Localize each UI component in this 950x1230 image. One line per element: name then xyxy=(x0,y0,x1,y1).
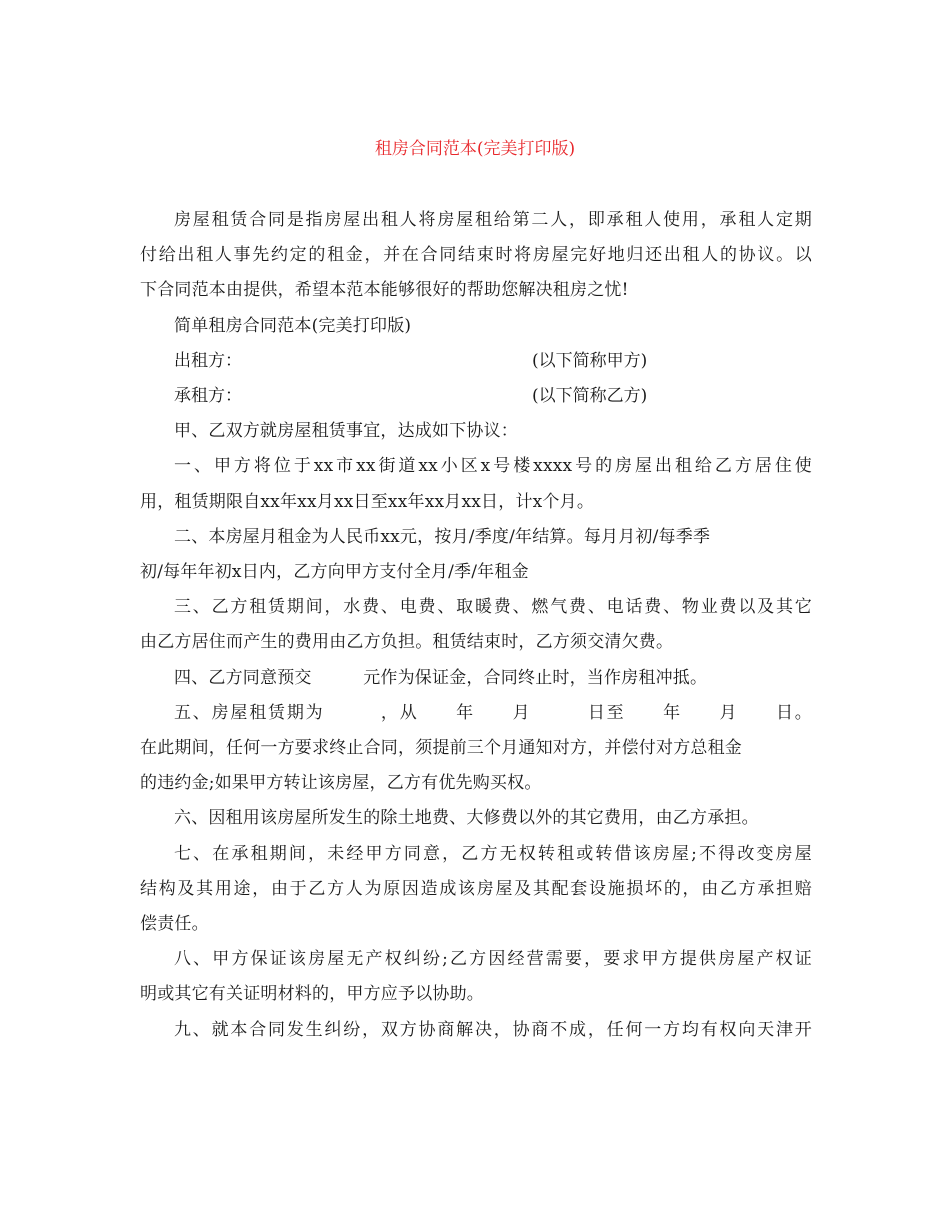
clause-3 xyxy=(140,590,812,660)
lessor-label: 出租方： xyxy=(174,350,242,371)
clause-6 xyxy=(140,801,812,836)
clause-1 xyxy=(140,449,812,519)
document-title: 租房合同范本(完美打印版) xyxy=(374,139,576,159)
text-line: 四、乙方同意预交 元作为保证金，合同终止时，当作房租冲抵。 xyxy=(174,667,708,688)
text-line: 付给出租人事先约定的租金，并在合同结束时将房屋完好地归还出租人的协议。以 xyxy=(140,245,812,266)
contract-subtitle xyxy=(140,309,812,344)
text-line: 五、房屋租赁期为 ，从 年 月 日至 年 月 日。 xyxy=(174,702,812,723)
text-line: 甲、乙双方就房屋租赁事宜，达成如下协议： xyxy=(174,421,518,442)
document-body xyxy=(140,203,812,1048)
agreement-line xyxy=(140,414,812,449)
lessee-note: (以下简称乙方) xyxy=(532,386,648,406)
text-line: 简单租房合同范本(完美打印版) xyxy=(174,315,412,336)
clause-5 xyxy=(140,696,812,802)
text-line: 七、在承租期间，未经甲方同意，乙方无权转租或转借该房屋;不得改变房屋 xyxy=(174,843,812,864)
text-line: 偿责任。 xyxy=(140,914,209,935)
clause-4 xyxy=(140,661,812,696)
text-line: 八、甲方保证该房屋无产权纠纷;乙方因经营需要，要求甲方提供房屋产权证 xyxy=(174,949,812,970)
text-line: 明或其它有关证明材料的，甲方应予以协助。 xyxy=(140,984,484,1005)
text-line: 用，租赁期限自xx年xx月xx日至xx年xx月xx日，计x个月。 xyxy=(140,491,595,512)
text-line: 九、就本合同发生纠纷，双方协商解决，协商不成，任何一方均有权向天津开 xyxy=(174,1019,812,1040)
clause-2 xyxy=(140,520,812,590)
clause-7 xyxy=(140,837,812,943)
text-line: 初/每年年初x日内，乙方向甲方支付全月/季/年租金 xyxy=(140,562,529,582)
text-line: 六、因租用该房屋所发生的除土地费、大修费以外的其它费用，由乙方承担。 xyxy=(174,808,759,829)
text-line: 一、甲方将位于xx市xx街道xx小区x号楼xxxx号的房屋出租给乙方居住使 xyxy=(174,456,812,477)
text-line: 下合同范本由提供，希望本范本能够很好的帮助您解决租房之忧! xyxy=(140,280,629,301)
lessor-note: (以下简称甲方) xyxy=(532,350,648,371)
text-line: 房屋租赁合同是指房屋出租人将房屋租给第二人，即承租人使用，承租人定期 xyxy=(174,210,812,230)
intro-paragraph xyxy=(140,203,812,309)
text-line: 二、本房屋月租金为人民币xx元，按月/季度/年结算。每月月初/每季季 xyxy=(174,526,711,547)
text-line: 结构及其用途，由于乙方人为原因造成该房屋及其配套设施损坏的，由乙方承担赔 xyxy=(140,878,812,899)
lessee-row xyxy=(140,379,812,414)
clause-9 xyxy=(140,1013,812,1048)
clause-8 xyxy=(140,942,812,1012)
lessee-label: 承租方： xyxy=(174,386,242,406)
text-line: 由乙方居住而产生的费用由乙方负担。租赁结束时，乙方须交清欠费。 xyxy=(140,632,674,653)
lessor-row xyxy=(140,344,812,379)
text-line: 三、乙方租赁期间，水费、电费、取暖费、燃气费、电话费、物业费以及其它 xyxy=(174,597,812,618)
text-line: 的违约金;如果甲方转让该房屋，乙方有优先购买权。 xyxy=(140,773,542,794)
text-line: 在此期间，任何一方要求终止合同，须提前三个月通知对方，并偿付对方总租金 xyxy=(140,738,742,759)
